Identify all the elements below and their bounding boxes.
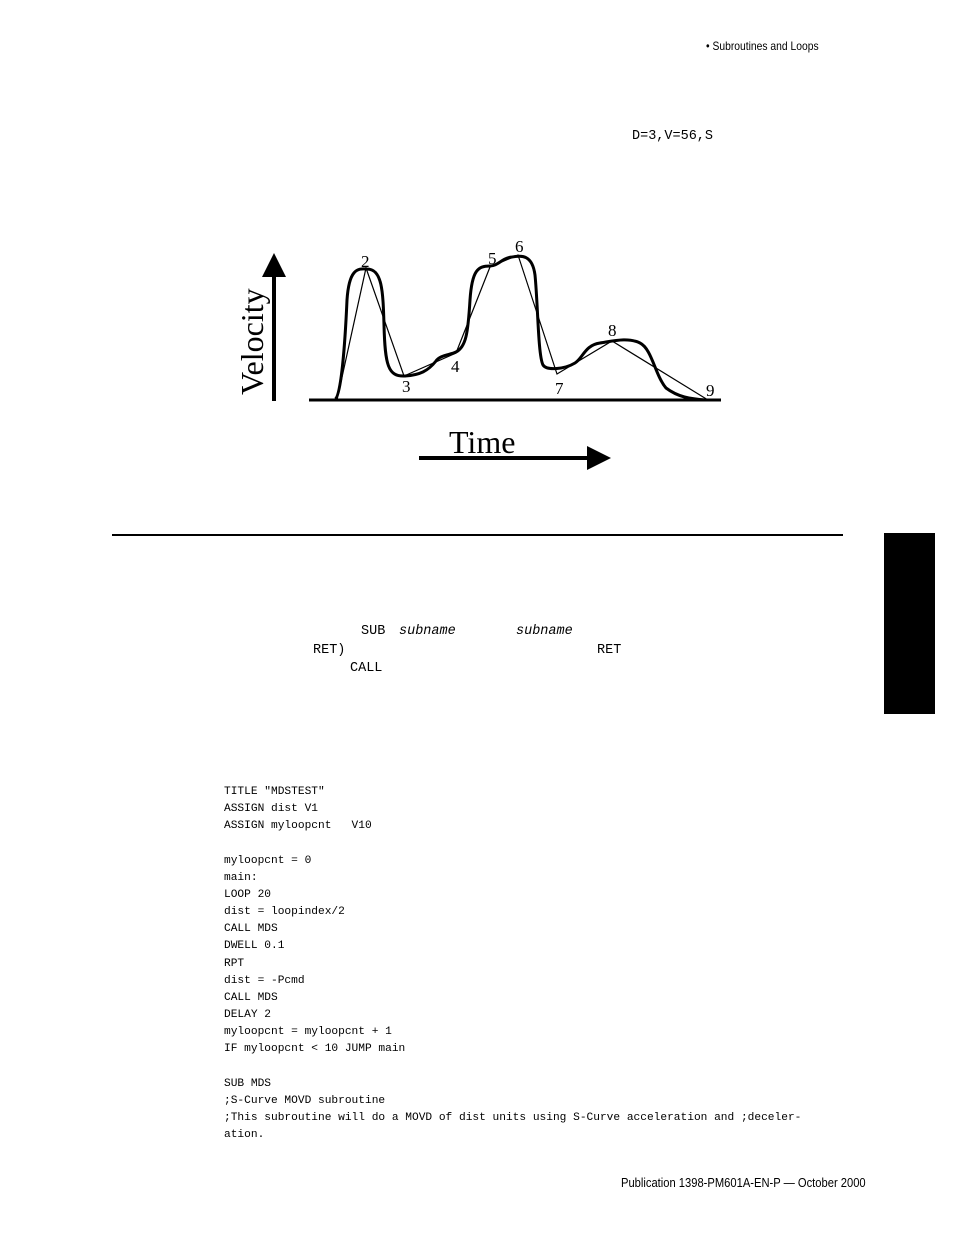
code-line: TITLE "MDSTEST" xyxy=(224,786,325,798)
code-line: DWELL 0.1 xyxy=(224,940,285,953)
subname-term-1: subname xyxy=(399,624,456,639)
velocity-time-figure xyxy=(220,225,730,480)
chapter-tab xyxy=(884,533,935,714)
point-label: 3 xyxy=(402,377,411,396)
publication-footer: Publication 1398-PM601A-EN-P — October 2000 xyxy=(621,1175,866,1190)
velocity-arrowhead xyxy=(262,253,286,277)
point-label: 5 xyxy=(488,249,497,268)
point-label: 6 xyxy=(515,237,524,256)
point-label: 7 xyxy=(555,379,564,398)
linear-approximation xyxy=(337,255,708,400)
code-line: dist = -Pcmd xyxy=(224,974,305,987)
call-keyword: CALL xyxy=(350,661,383,676)
code-line: dist = loopindex/2 xyxy=(224,906,345,919)
sub-keyword: SUB xyxy=(361,624,386,639)
code-line: ASSIGN dist V1 xyxy=(224,803,318,816)
code-line: ASSIGN myloopcnt V10 xyxy=(224,820,372,833)
code-line: LOOP 20 xyxy=(224,888,271,901)
code-line: SUB MDS xyxy=(224,1077,271,1090)
point-label: 8 xyxy=(608,321,617,340)
code-line: IF myloopcnt < 10 JUMP main xyxy=(224,1043,406,1056)
code-line: main: xyxy=(224,871,258,884)
code-line: DELAY 2 xyxy=(224,1009,271,1022)
smooth-velocity-curve xyxy=(335,256,706,400)
code-line: CALL MDS xyxy=(224,991,278,1004)
point-label: 2 xyxy=(361,252,370,271)
code-line: myloopcnt = 0 xyxy=(224,854,312,867)
command-example: D=3,V=56,S xyxy=(632,129,714,144)
code-listing xyxy=(224,784,801,1144)
subname-term-2: subname xyxy=(516,624,573,639)
point-label: 4 xyxy=(451,357,460,376)
ret-keyword: RET xyxy=(597,643,622,658)
code-line: ation. xyxy=(224,1129,265,1142)
code-line: RPT xyxy=(224,957,245,970)
point-label: 9 xyxy=(706,381,715,400)
code-line: CALL MDS xyxy=(224,923,278,936)
ret-keyword-paren: RET) xyxy=(313,643,346,658)
code-line: ;This subroutine will do a MOVD of dist units using S-Curve acceleration and ;deceler- xyxy=(224,1111,802,1124)
time-axis-label: Time xyxy=(449,424,516,460)
velocity-axis-label: Velocity xyxy=(234,288,270,395)
section-divider xyxy=(112,534,843,536)
code-line: myloopcnt = myloopcnt + 1 xyxy=(224,1026,392,1039)
code-line: ;S-Curve MOVD subroutine xyxy=(224,1094,386,1107)
running-header: • Subroutines and Loops xyxy=(706,39,819,53)
time-arrowhead xyxy=(587,446,611,470)
